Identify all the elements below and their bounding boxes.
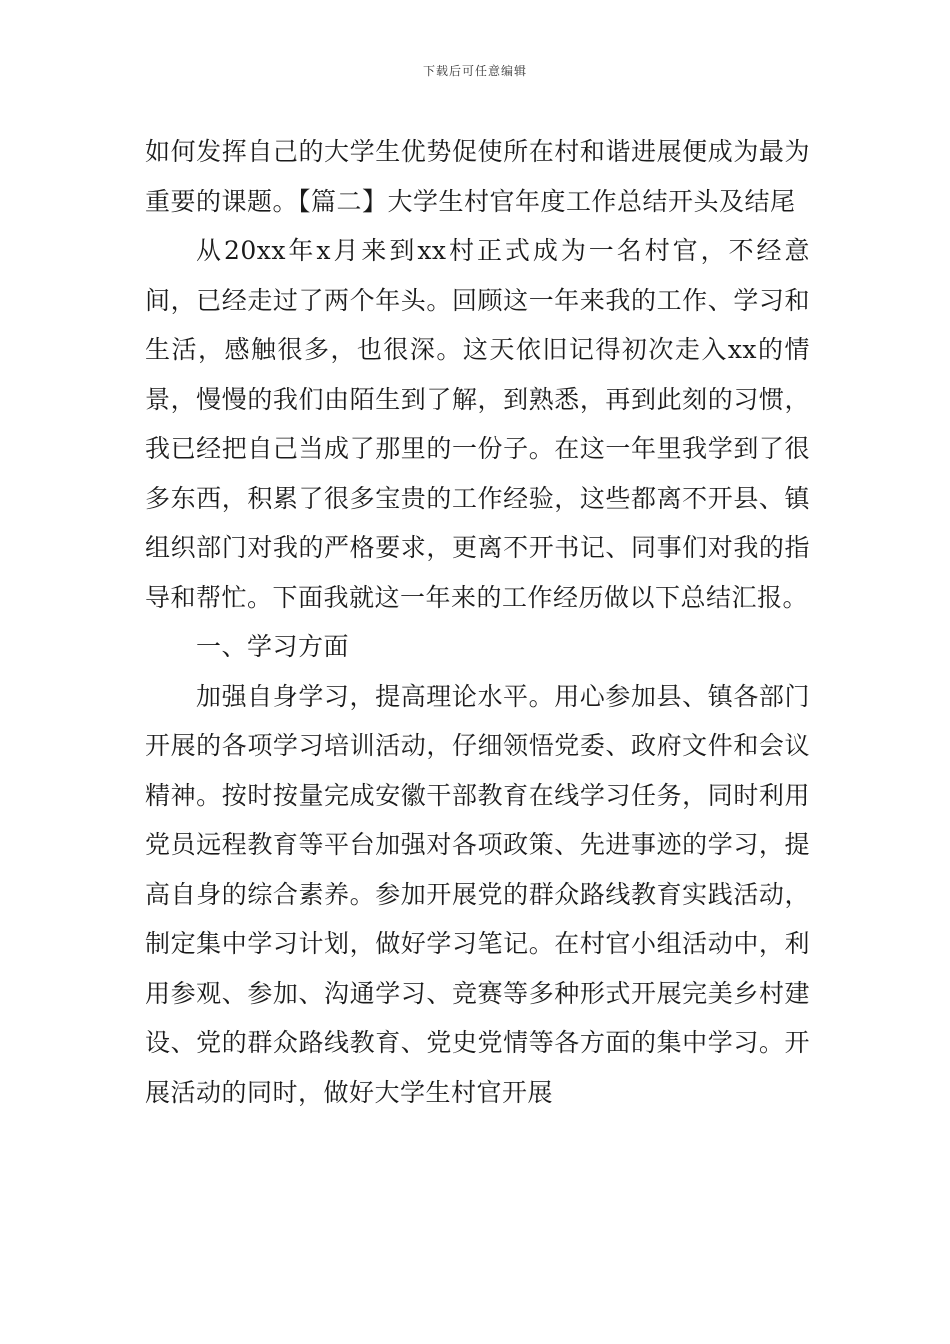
page-header-note: 下载后可任意编辑 — [422, 64, 527, 78]
paragraph-intro-closing: 如何发挥自己的大学生优势促使所在村和谐进展便成为最为重要的课题。【篇二】大学生村官年度工作总结开头及结尾 — [145, 137, 810, 216]
paragraph-study: 加强自身学习，提高理论水平。用心参加县、镇各部门开展的各项学习培训活动，仔细领悟党委、政府文件和会议精神。按时按量完成安徽干部教育在线学习任务，同时利用党员远程教育等平台加强对各项政策、先进事迹的学习，提高自身的综合素养。参加开展党的群众路线教育实践活动，制定集中学习计划，做好学习笔记。在村官小组活动中，利用参观、参加、沟通学习、竞赛等多种形式开展完美乡村建设、党的群众路线教育、党史党情等各方面的集中学习。开展活动的同时，做好大学生村官开展 — [145, 681, 810, 1107]
paragraph-opening: 从20xx年x月来到xx村正式成为一名村官，不经意间，已经走过了两个年头。回顾这一年来我的工作、学习和生活，感触很多，也很深。这天依旧记得初次走入xx的情景，慢慢的我们由陌生到了解，到熟悉，再到此刻的习惯，我已经把自己当成了那里的一份子。在这一年里我学到了很多东西，积累了很多宝贵的工作经验，这些都离不开县、镇组织部门对我的严格要求，更离不开书记、同事们对我的指导和帮忙。下面我就这一年来的工作经历做以下总结汇报。 — [145, 236, 810, 612]
section-heading-study: 一、学习方面 — [196, 632, 350, 661]
document-body — [145, 127, 810, 1117]
